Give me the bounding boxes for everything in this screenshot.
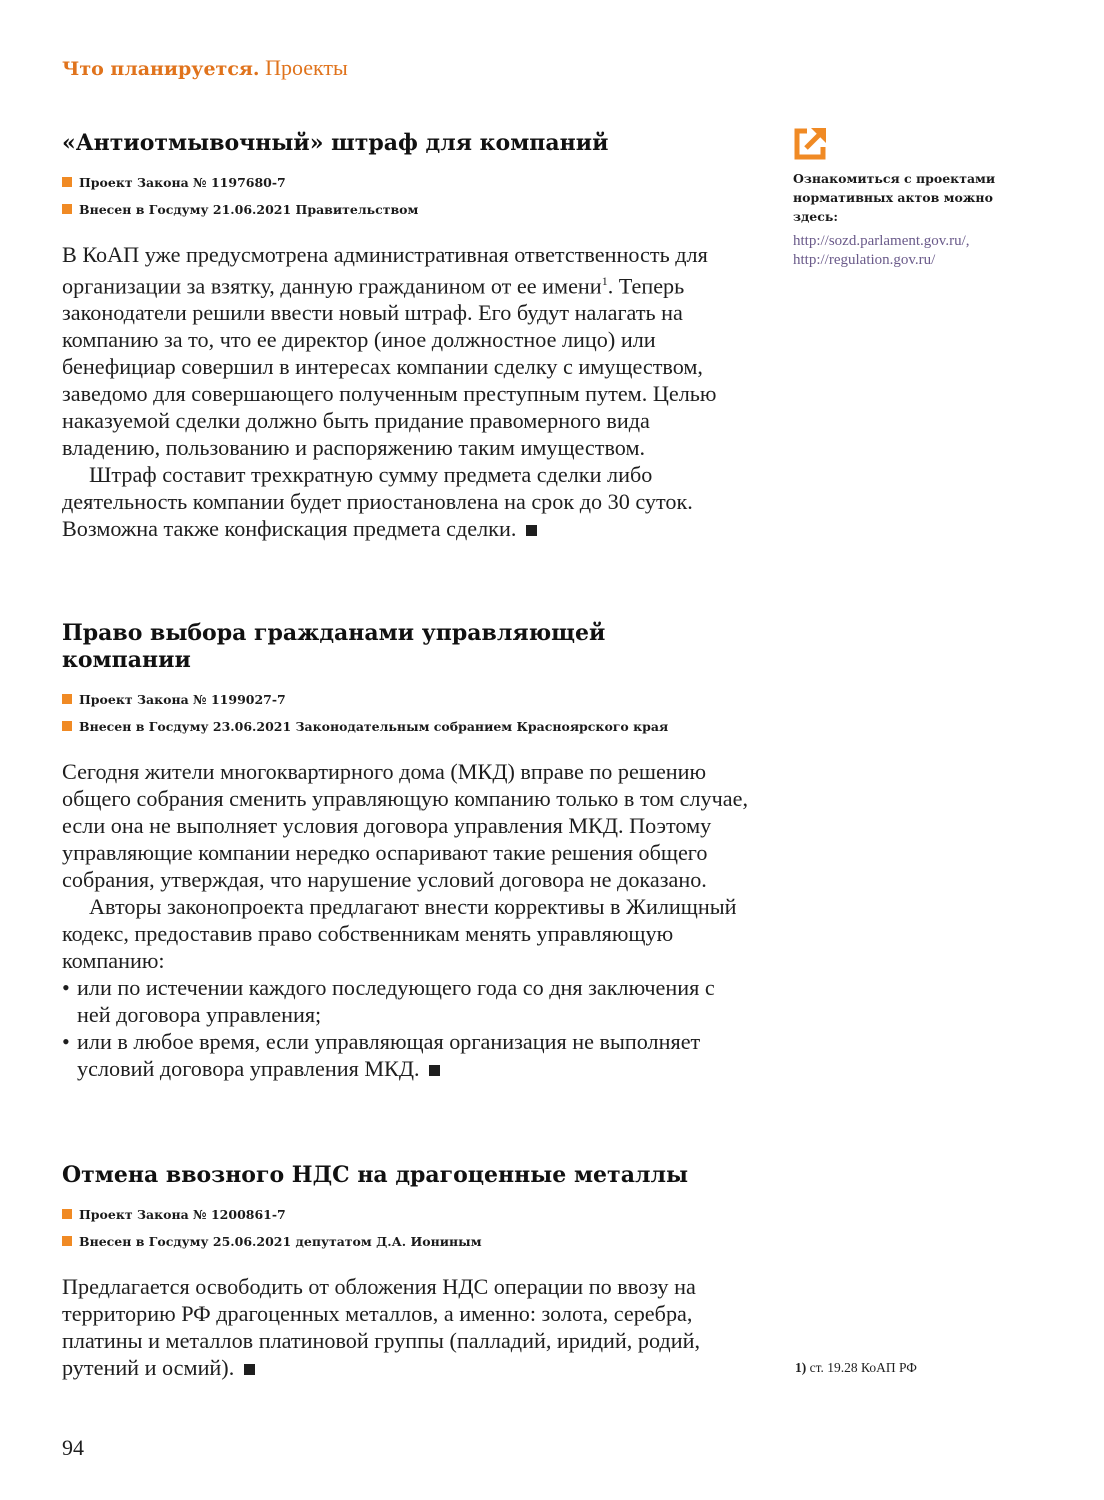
header-section: Что планируется. [62,58,260,80]
bullet-square-icon [62,204,72,214]
paragraph: Сегодня жители многоквартирного дома (МКД) вправе по решению общего собрания сменить управляющую компанию только в том случае, если она не выполняет условия договора управления МКД. Поэтому управляющие компании нередко оспаривают такие решения общего собрания, утверждая, что нарушение условий договора не доказано. [62,759,749,892]
article-management-company [62,620,752,1082]
article-meta-submitted: Внесен в Госдуму 21.06.2021 Правительством [62,196,752,223]
paragraph: Авторы законопроекта предлагают внести коррективы в Жилищный кодекс, предоставив право собственникам менять управляющую компанию: [62,894,737,973]
article-body [62,241,752,542]
paragraph: Штраф составит трехкратную сумму предмета сделки либо деятельность компании будет приостановлена на срок до 30 суток. Возможна также конфискация предмета сделки. [62,462,693,542]
end-mark-icon [526,525,537,536]
header-subsection: Проекты [265,55,348,80]
sidebar-note [793,125,1033,270]
article-meta-submitted: Внесен в Госдуму 23.06.2021 Законодательным собранием Красноярского края [62,713,752,740]
article-title: «Антиотмывочный» штраф для компаний [62,130,609,156]
paragraph: В КоАП уже предусмотрена административная ответственность для организации за взятку, данную гражданином от ее имени$^1$. Теперь законодатели решили ввести новый штраф. Его будут налагать на компанию за то, что ее директор (иное должностное лицо) или бенефициар совершил в интересах компании сделку с имуществом, заведомо для совершающего полученным преступным путем. Целью наказуемой сделки должно быть придание правомерного вида владению, пользованию и распоряжению таким имуществом. [62,242,717,461]
sidebar-links [793,232,1033,270]
running-header [62,55,348,81]
article-body [62,758,752,1082]
footnote-ref[interactable]: 1 [601,274,608,288]
list-item: • или в любое время, если управляющая организация не выполняет условий договора управления МКД. [62,1028,752,1082]
external-link-arrow-icon [793,125,829,161]
article-title: Отмена ввозного НДС на драгоценные металлы [62,1162,689,1188]
article-body [62,1273,752,1381]
footnote-text: ст. 19.28 КоАП РФ [809,1360,917,1375]
end-mark-icon [244,1364,255,1375]
bullet-square-icon [62,1209,72,1219]
list-item: • или по истечении каждого последующего года со дня заключения с ней договора управления; [62,974,752,1028]
article-meta-bill: Проект Закона № 1199027-7 [62,686,752,713]
bullet-square-icon [62,721,72,731]
article-antilaundering [62,130,752,542]
bullet-square-icon [62,1236,72,1246]
footnote-number: 1) [795,1360,807,1375]
end-mark-icon [429,1065,440,1076]
article-meta-bill: Проект Закона № 1200861-7 [62,1201,752,1228]
sidebar-text: Ознакомиться с проектами нормативных актов можно здесь: [793,171,996,224]
article-meta-bill: Проект Закона № 1197680-7 [62,169,752,196]
link-regulation[interactable]: http://regulation.gov.ru/ [793,252,936,268]
link-sozd[interactable]: http://sozd.parlament.gov.ru/, [793,233,970,249]
footnote [795,1360,917,1376]
bullet-square-icon [62,177,72,187]
page-number: 94 [62,1435,84,1460]
article-meta-submitted: Внесен в Госдуму 25.06.2021 депутатом Д.А. Иониным [62,1228,752,1255]
article-import-vat [62,1162,752,1381]
bullet-square-icon [62,694,72,704]
article-title: Право выбора гражданами управляющей компании [62,620,606,673]
bullet-list [62,974,752,1082]
paragraph: Предлагается освободить от обложения НДС операции по ввозу на территорию РФ драгоценных металлов, а именно: золота, серебра, платины и металлов платиновой группы (палладий, иридий, родий, рутений и осмий). [62,1274,701,1380]
